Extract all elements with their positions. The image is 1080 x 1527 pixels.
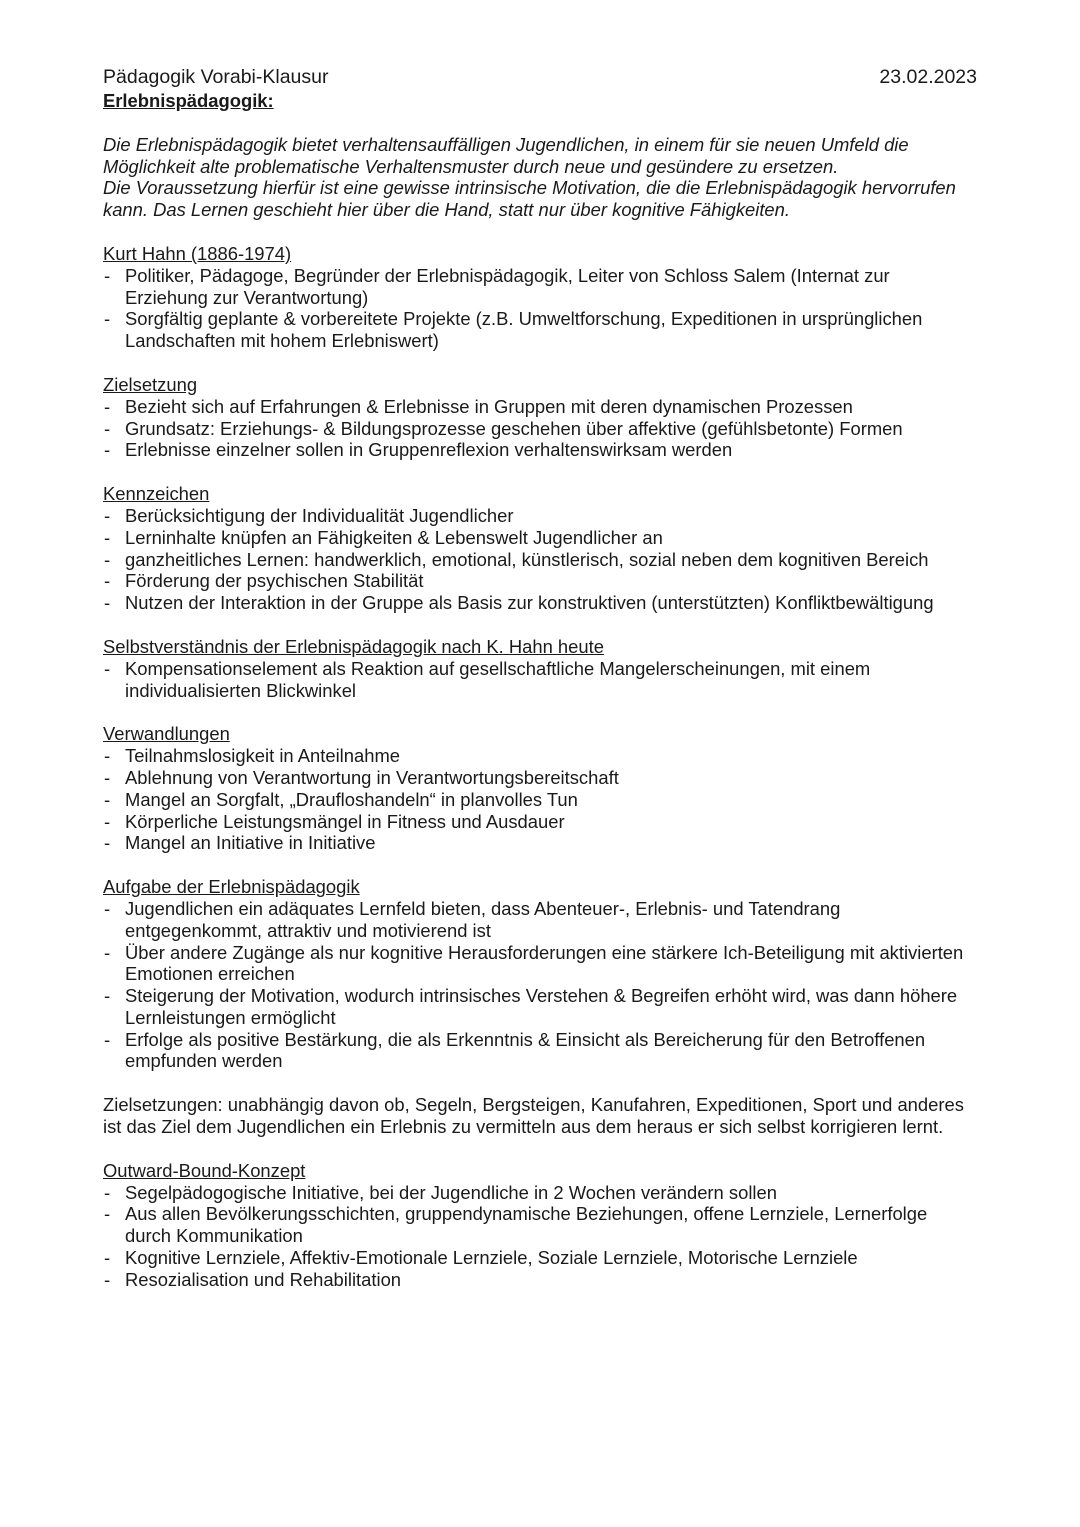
list-item: - Nutzen der Interaktion in der Gruppe als Basis zur konstruktiven (unterstützten) Konfliktbewältigung — [103, 592, 977, 614]
list-item: - Teilnahmslosigkeit in Anteilnahme — [103, 745, 977, 767]
list-item: - Resozialisation und Rehabilitation — [103, 1269, 977, 1291]
document-page — [103, 64, 977, 1291]
intro-paragraph: Die Voraussetzung hierfür ist eine gewisse intrinsische Motivation, die die Erlebnispädagogik hervorrufen kann. Das Lernen geschieht hier über die Hand, statt nur über kognitive Fähigkeiten. — [103, 177, 956, 221]
intro-paragraph: Die Erlebnispädagogik bietet verhaltensauffälligen Jugendlichen, in einem für sie neuen Umfeld die Möglichkeit alte problematische Verhaltensmuster durch neue und gesündere zu ersetzen. — [103, 133, 909, 177]
bullet-list — [103, 505, 977, 614]
section-verwandlungen — [103, 723, 977, 854]
zielsetzungen-paragraph: Zielsetzungen: unabhängig davon ob, Segeln, Bergsteigen, Kanufahren, Expeditionen, Sport und anderes ist das Ziel dem Jugendlichen ein Erlebnis zu vermitteln aus dem heraus er sich selbst korrigieren lernt. — [103, 1094, 964, 1138]
list-item: - Steigerung der Motivation, wodurch intrinsisches Verstehen & Begreifen erhöht wird, was dann höhere Lernleistungen ermöglicht — [103, 985, 977, 1029]
bullet-list — [103, 658, 977, 702]
list-item: - Bezieht sich auf Erfahrungen & Erlebnisse in Gruppen mit deren dynamischen Prozessen — [103, 396, 977, 418]
section-heading: Zielsetzung — [103, 373, 198, 395]
bullet-list — [103, 898, 977, 1072]
list-item: - Lerninhalte knüpfen an Fähigkeiten & Lebenswelt Jugendlicher an — [103, 527, 977, 549]
list-item: - Ablehnung von Verantwortung in Verantwortungsbereitschaft — [103, 767, 977, 789]
list-item: - Kognitive Lernziele, Affektiv-Emotionale Lernziele, Soziale Lernziele, Motorische Lernziele — [103, 1247, 977, 1269]
section-kennzeichen — [103, 483, 977, 614]
list-item: - Mangel an Initiative in Initiative — [103, 832, 977, 854]
bullet-list — [103, 265, 977, 352]
section-selbstverstaendnis — [103, 636, 977, 701]
list-item: - Sorgfältig geplante & vorbereitete Projekte (z.B. Umweltforschung, Expeditionen in ursprünglichen Landschaften mit hohem Erlebniswert) — [103, 308, 977, 352]
bullet-list — [103, 1182, 977, 1291]
page-header — [103, 64, 977, 90]
section-heading: Kennzeichen — [103, 483, 210, 505]
list-item: - Politiker, Pädagoge, Begründer der Erlebnispädagogik, Leiter von Schloss Salem (Internat zur Erziehung zur Verantwortung) — [103, 265, 977, 309]
section-outward-bound — [103, 1160, 977, 1291]
list-item: - Erlebnisse einzelner sollen in Gruppenreflexion verhaltenswirksam werden — [103, 439, 977, 461]
list-item: - Förderung der psychischen Stabilität — [103, 570, 977, 592]
list-item: - ganzheitliches Lernen: handwerklich, emotional, künstlerisch, sozial neben dem kognitiven Bereich — [103, 549, 977, 571]
section-heading: Outward-Bound-Konzept — [103, 1159, 306, 1181]
bullet-list — [103, 396, 977, 461]
list-item: - Grundsatz: Erziehungs- & Bildungsprozesse geschehen über affektive (gefühlsbetonte) Formen — [103, 418, 977, 440]
intro-text — [103, 134, 977, 221]
list-item: - Erfolge als positive Bestärkung, die als Erkenntnis & Einsicht als Bereicherung für den Betroffenen empfunden werden — [103, 1029, 977, 1073]
section-heading: Selbstverständnis der Erlebnispädagogik nach K. Hahn heute — [103, 635, 604, 657]
document-date: 23.02.2023 — [879, 66, 977, 88]
document-title: Pädagogik Vorabi-Klausur — [103, 66, 329, 88]
section-heading: Aufgabe der Erlebnispädagogik — [103, 876, 360, 898]
main-heading: Erlebnispädagogik: — [103, 90, 274, 111]
list-item: - Über andere Zugänge als nur kognitive Herausforderungen eine stärkere Ich-Beteiligung mit aktivierten Emotionen erreichen — [103, 942, 977, 986]
list-item: - Mangel an Sorgfalt, „Draufloshandeln“ in planvolles Tun — [103, 789, 977, 811]
section-kurt-hahn — [103, 243, 977, 352]
section-heading: Kurt Hahn (1886-1974) — [103, 242, 292, 264]
section-heading: Verwandlungen — [103, 723, 230, 745]
list-item: - Jugendlichen ein adäquates Lernfeld bieten, dass Abenteuer-, Erlebnis- und Tatendrang entgegenkommt, attraktiv und motivierend ist — [103, 898, 977, 942]
list-item: - Segelpädogogische Initiative, bei der Jugendliche in 2 Wochen verändern sollen — [103, 1182, 977, 1204]
bullet-list — [103, 745, 977, 854]
section-zielsetzung — [103, 374, 977, 461]
list-item: - Kompensationselement als Reaktion auf gesellschaftliche Mangelerscheinungen, mit einem individualisierten Blickwinkel — [103, 658, 977, 702]
list-item: - Aus allen Bevölkerungsschichten, gruppendynamische Beziehungen, offene Lernziele, Lernerfolge durch Kommunikation — [103, 1203, 977, 1247]
list-item: - Körperliche Leistungsmängel in Fitness und Ausdauer — [103, 811, 977, 833]
list-item: - Berücksichtigung der Individualität Jugendlicher — [103, 505, 977, 527]
section-aufgabe — [103, 876, 977, 1072]
